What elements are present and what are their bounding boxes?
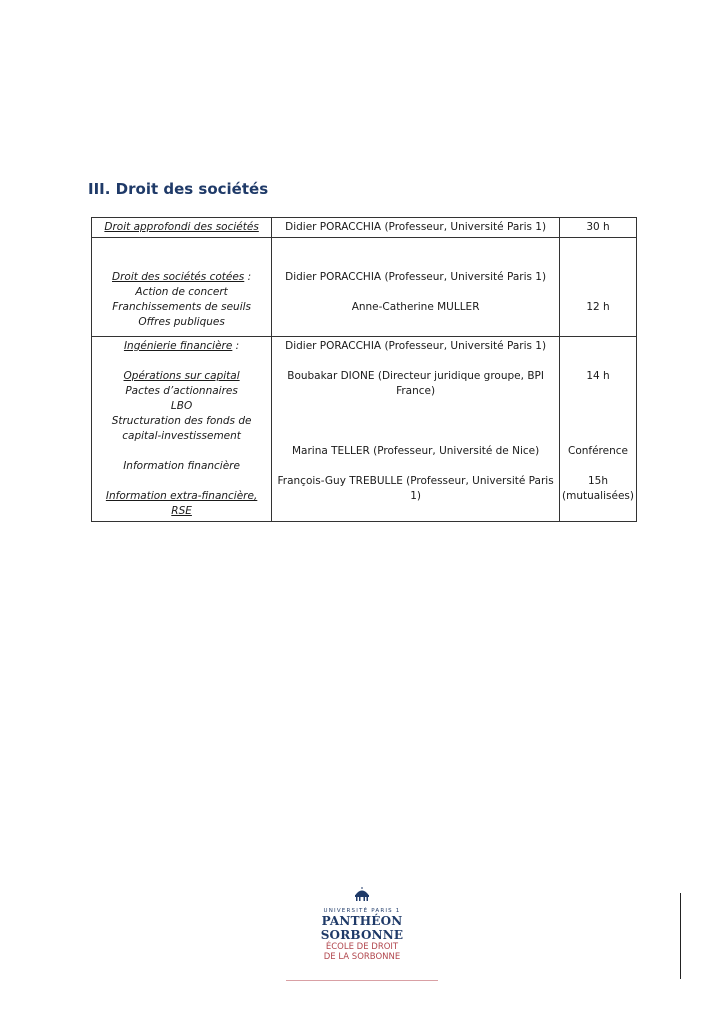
hours-cell [560,218,637,238]
course-item: Action de concert [135,286,228,298]
course-name: Droit approfondi des sociétés [104,221,259,233]
teacher-cell [272,218,560,238]
teacher-name: Marina TELLER (Professeur, Université de Nice) [291,445,540,457]
course-cell [92,238,272,337]
hours-cell [560,238,637,337]
hours-value: 30 h [586,221,610,233]
course-item: Information financière [123,460,240,472]
course-item: LBO [170,400,193,412]
course-heading-suffix: : [232,340,240,352]
course-item: Franchissements de seuils [112,301,251,313]
hours-value: Conférence [567,445,628,457]
teacher-name: Didier PORACCHIA (Professeur, Université Paris 1) [285,340,547,352]
margin-line [680,893,681,979]
table-row [92,218,637,238]
teacher-cell [272,337,560,522]
hours-value: 14 h [586,370,610,382]
course-subheading: Opérations sur capital [123,370,240,382]
logo-school-line-2: DE LA SORBONNE [323,952,401,962]
hours-value: 12 h [586,301,610,313]
university-logo [286,886,438,981]
course-cell [92,218,272,238]
logo-school-line-1: ÉCOLE DE DROIT [325,942,399,952]
course-heading: Droit des sociétés cotées [112,271,245,283]
table-row [92,238,637,337]
teacher-name: Boubakar DIONE (Directeur juridique groupe, BPI France) [287,370,544,397]
hours-value: 15h (mutualisées) [562,475,634,502]
teacher-name: François-Guy TREBULLE (Professeur, Université Paris 1) [277,475,554,502]
course-cell [92,337,272,522]
teacher-name: Didier PORACCHIA (Professeur, Université Paris 1) [285,271,547,283]
hours-cell [560,337,637,522]
section-title: III. Droit des sociétés [88,180,269,198]
teacher-name: Didier PORACCHIA (Professeur, Université Paris 1) [285,221,547,233]
course-heading: Ingénierie financière [123,340,233,352]
teacher-name: Anne-Catherine MULLER [351,301,480,313]
teacher-cell [272,238,560,337]
course-item: Structuration des fonds de capital-investissement [111,415,252,442]
course-table [91,217,637,522]
course-heading-suffix: : [244,271,252,283]
course-item: Offres publiques [138,316,225,328]
logo-name: PANTHÉON SORBONNE [320,914,404,942]
course-item: Pactes d’actionnaires [125,385,238,397]
course-item: Information extra-financière, RSE [105,490,258,517]
pantheon-dome-icon [352,886,372,902]
footer-divider [286,980,438,981]
logo-university: UNIVERSITÉ PARIS 1 [323,908,401,914]
table-row [92,337,637,522]
